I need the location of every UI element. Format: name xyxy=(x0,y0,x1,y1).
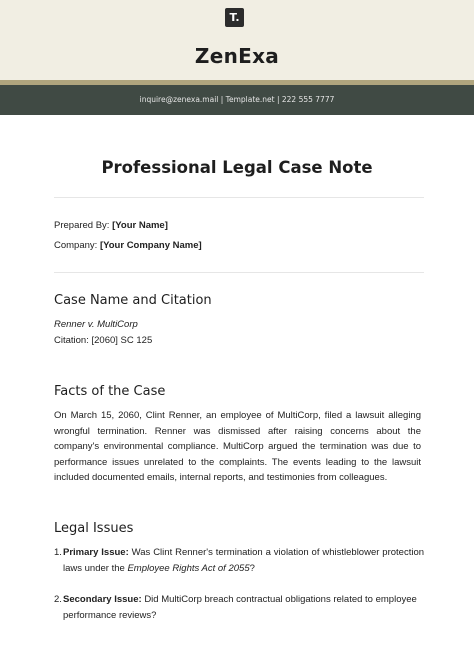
logo-icon: T. xyxy=(225,8,244,27)
section-heading-case-name: Case Name and Citation xyxy=(54,293,212,308)
section-heading-legal-issues: Legal Issues xyxy=(54,521,134,536)
case-name: Renner v. MultiCorp xyxy=(54,319,138,330)
list-text xyxy=(63,545,424,576)
issue-label: Primary Issue: xyxy=(63,547,129,558)
facts-paragraph: On March 15, 2060, Clint Renner, an employee of MultiCorp, filed a lawsuit alleging wrongful termination. Renner was dismissed after raising concerns about the company's environmental compliance. MultiCorp argued the termination was due to performance issues unrelated to the complaints. The events leading to the lawsuit included documented emails, internal reports, and testimonies from colleagues. xyxy=(54,410,421,483)
company-label: Company: xyxy=(54,240,98,251)
contact-bar xyxy=(0,85,474,115)
issue-label: Secondary Issue: xyxy=(63,594,142,605)
list-number: 1. xyxy=(54,547,62,558)
prepared-by xyxy=(54,220,168,231)
list-item xyxy=(54,592,424,623)
divider xyxy=(54,197,424,198)
issue-italic: Employee Rights Act of 2055 xyxy=(127,562,250,574)
company-value: [Your Company Name] xyxy=(99,240,202,251)
list-item xyxy=(54,545,424,576)
prepared-by-label: Prepared By: xyxy=(54,220,110,231)
list-number: 2. xyxy=(54,594,62,605)
section-heading-facts: Facts of the Case xyxy=(54,384,166,399)
citation: Citation: [2060] SC 125 xyxy=(54,335,153,346)
brand-name: ZenExa xyxy=(194,44,280,68)
page-title: Professional Legal Case Note xyxy=(101,158,373,177)
header xyxy=(0,0,474,80)
prepared-by-value: [Your Name] xyxy=(112,220,168,231)
contact-info: inquire@zenexa.mail | Template.net | 222 555 7777 xyxy=(139,95,335,104)
issue-end: ? xyxy=(249,562,255,574)
divider xyxy=(54,272,424,273)
issue-text: Was Clint Renner's termination a violation of whistleblower protection laws under the xyxy=(63,547,425,574)
company xyxy=(54,240,202,251)
list-text xyxy=(63,592,424,623)
issue-text: Did MultiCorp breach contractual obligations related to employee performance reviews? xyxy=(63,594,417,621)
